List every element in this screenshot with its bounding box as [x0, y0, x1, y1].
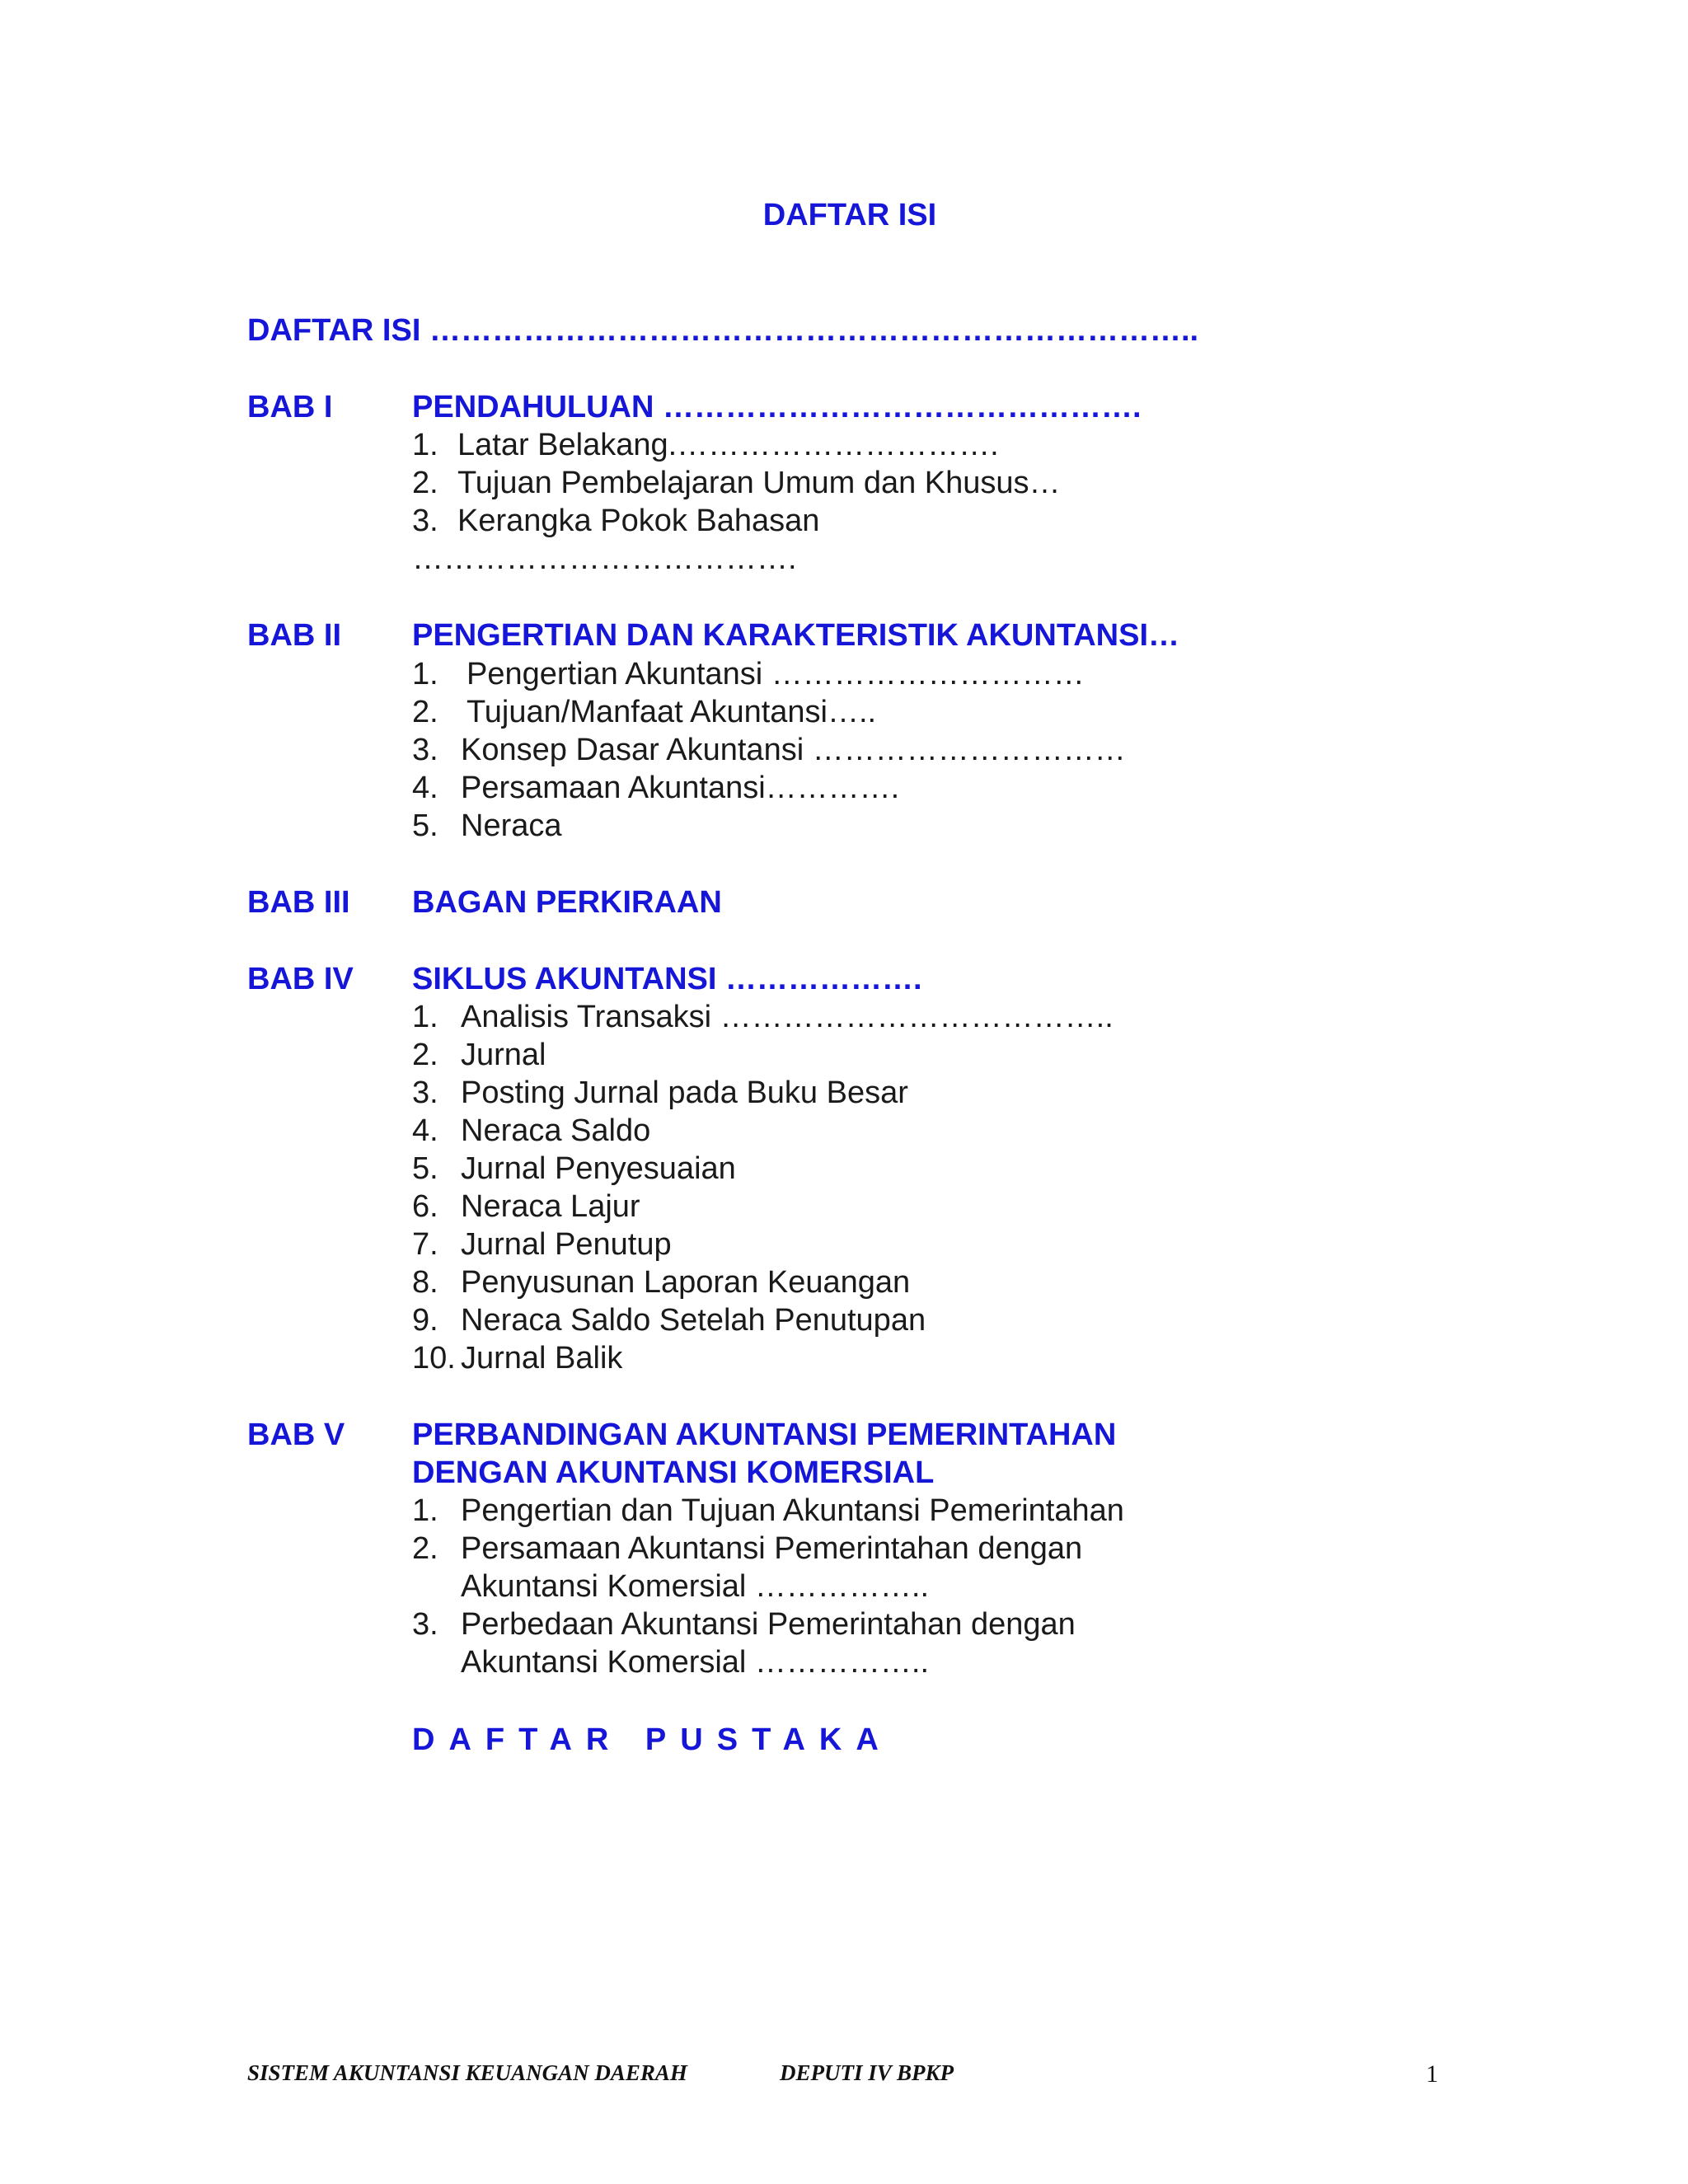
- leader-dots: ……………………………….: [412, 541, 797, 576]
- chapter-label-bab-5: BAB V: [247, 1418, 345, 1452]
- item-text: Jurnal Penutup: [461, 1227, 672, 1262]
- item-number: 1.: [412, 1493, 438, 1528]
- item-text: Perbedaan Akuntansi Pemerintahan dengan: [461, 1607, 1076, 1642]
- item-text: Penyusunan Laporan Keuangan: [461, 1265, 911, 1300]
- item-text: Pengertian Akuntansi …………………………: [467, 657, 1085, 691]
- item-text: Kerangka Pokok Bahasan: [457, 504, 820, 538]
- item-number: 1.: [412, 428, 438, 462]
- chapter-title-bab-3: BAGAN PERKIRAAN: [412, 885, 722, 920]
- item-text-continuation: Akuntansi Komersial ……………..: [461, 1569, 930, 1604]
- item-text: Tujuan/Manfaat Akuntansi…..: [467, 695, 877, 729]
- item-text: Jurnal Penyesuaian: [461, 1151, 736, 1186]
- item-number: 2.: [412, 695, 438, 729]
- item-number: 2.: [412, 466, 438, 500]
- item-text: Latar Belakang.………………………….: [457, 428, 999, 462]
- item-text: Posting Jurnal pada Buku Besar: [461, 1076, 908, 1110]
- page-title: DAFTAR ISI: [762, 198, 937, 232]
- item-number: 3.: [412, 733, 438, 767]
- item-text: Neraca Saldo Setelah Penutupan: [461, 1303, 926, 1338]
- toc-entry-daftar-isi: DAFTAR ISI ………………………………………………………………..: [247, 313, 1199, 348]
- item-text: Neraca Saldo: [461, 1113, 651, 1148]
- item-number: 1.: [412, 1000, 438, 1034]
- chapter-title-bab-2: PENGERTIAN DAN KARAKTERISTIK AKUNTANSI…: [412, 618, 1179, 653]
- bibliography-heading: DAFTAR PUSTAKA: [412, 1722, 893, 1757]
- chapter-label-bab-2: BAB II: [247, 618, 341, 653]
- chapter-label-bab-3: BAB III: [247, 885, 350, 920]
- item-text-continuation: Akuntansi Komersial ……………..: [461, 1645, 930, 1680]
- item-text: Jurnal: [461, 1038, 546, 1072]
- item-number: 2.: [412, 1038, 438, 1072]
- item-number: 5.: [412, 808, 438, 843]
- item-number: 1.: [412, 657, 438, 691]
- chapter-title-bab-4: SIKLUS AKUNTANSI ……………….: [412, 962, 922, 996]
- item-text: Analisis Transaksi ………………………………..: [461, 1000, 1114, 1034]
- item-number: 6.: [412, 1189, 438, 1224]
- item-number: 5.: [412, 1151, 438, 1186]
- item-number: 4.: [412, 1113, 438, 1148]
- item-text: Tujuan Pembelajaran Umum dan Khusus…: [457, 466, 1061, 500]
- item-number: 8.: [412, 1265, 438, 1300]
- item-number: 9.: [412, 1303, 438, 1338]
- item-text: Persamaan Akuntansi………….: [461, 771, 900, 805]
- item-text: Konsep Dasar Akuntansi …………………………: [461, 733, 1126, 767]
- item-text: Neraca Lajur: [461, 1189, 640, 1224]
- item-text: Persamaan Akuntansi Pemerintahan dengan: [461, 1531, 1083, 1566]
- chapter-label-bab-4: BAB IV: [247, 962, 354, 996]
- item-text: Neraca: [461, 808, 562, 843]
- footer-center: DEPUTI IV BPKP: [780, 2060, 954, 2085]
- item-number: 3.: [412, 1607, 438, 1642]
- chapter-title-bab-5-line-1: PERBANDINGAN AKUNTANSI PEMERINTAHAN: [412, 1418, 1117, 1452]
- item-text: Jurnal Balik: [461, 1341, 623, 1376]
- chapter-title-bab-1: PENDAHULUAN ……………………………………….: [412, 390, 1142, 424]
- footer-left: SISTEM AKUNTANSI KEUANGAN DAERAH: [247, 2060, 687, 2085]
- item-number: 10.: [412, 1341, 456, 1376]
- item-number: 7.: [412, 1227, 438, 1262]
- item-number: 3.: [412, 1076, 438, 1110]
- item-number: 2.: [412, 1531, 438, 1566]
- item-number: 4.: [412, 771, 438, 805]
- item-number: 3.: [412, 504, 438, 538]
- page-number: 1: [1426, 2060, 1438, 2088]
- chapter-title-bab-5-line-2: DENGAN AKUNTANSI KOMERSIAL: [412, 1455, 935, 1490]
- chapter-label-bab-1: BAB I: [247, 390, 333, 424]
- item-text: Pengertian dan Tujuan Akuntansi Pemerintahan: [461, 1493, 1124, 1528]
